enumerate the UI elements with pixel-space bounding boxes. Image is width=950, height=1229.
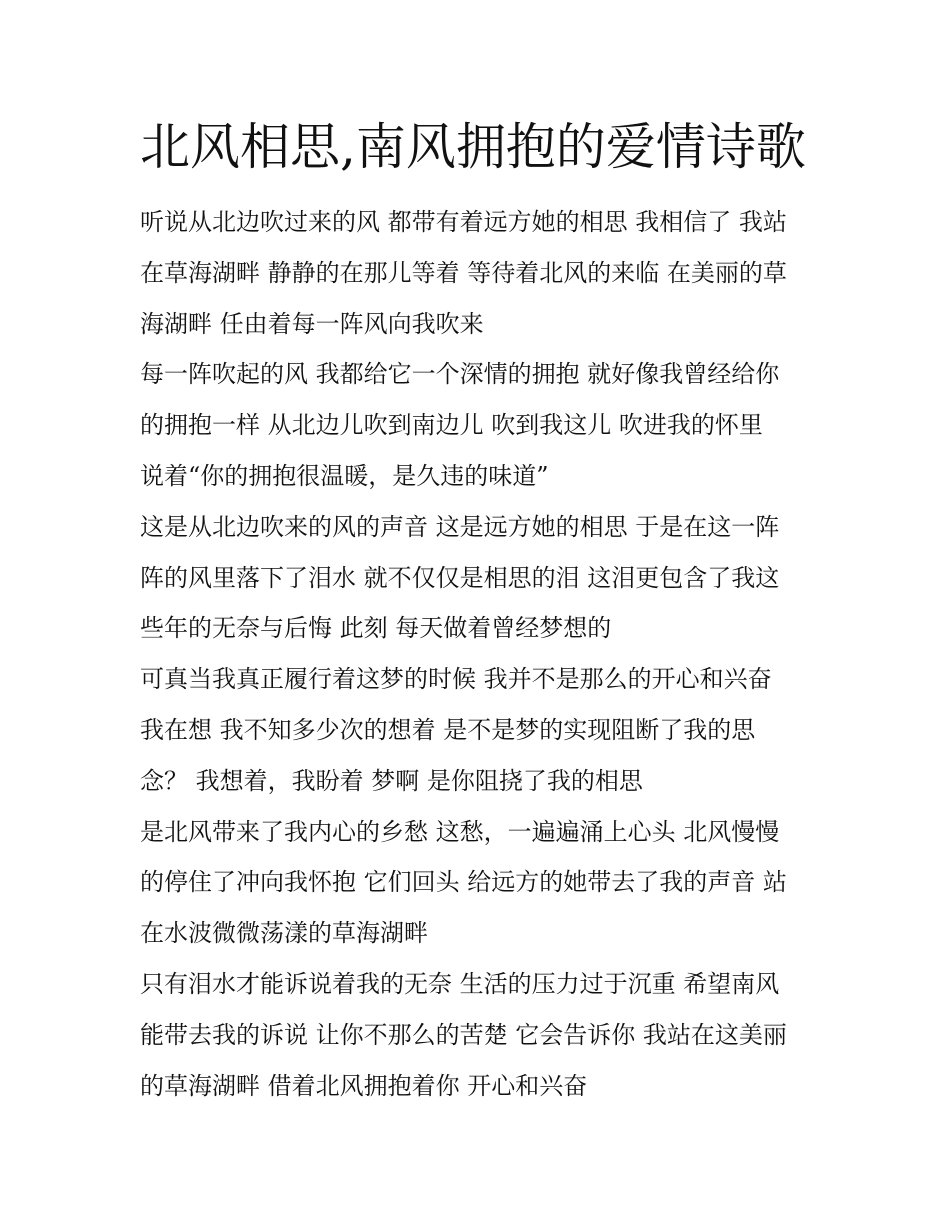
paragraph-line: 的停住了冲向我怀抱 它们回头 给远方的她带去了我的声音 站 [140, 868, 787, 897]
paragraph-line: 在草海湖畔 静静的在那儿等着 等待着北风的来临 在美丽的草 [140, 258, 787, 287]
paragraph-3 [140, 502, 810, 654]
paragraph-6 [140, 959, 810, 1111]
paragraph-line: 说着“你的拥抱很温暖，是久违的味道” [140, 461, 549, 490]
paragraph-line: 些年的无奈与后悔 此刻 每天做着曾经梦想的 [140, 614, 612, 643]
paragraph-line: 我在想 我不知多少次的想着 是不是梦的实现阻断了我的思 [140, 715, 756, 744]
document-title: 北风相思,南风拥抱的爱情诗歌 [140, 118, 806, 176]
paragraph-line: 的草海湖畔 借着北风拥抱着你 开心和兴奋 [140, 1071, 588, 1100]
paragraph-line: 在水波微微荡漾的草海湖畔 [140, 919, 428, 948]
paragraph-line: 阵的风里落下了泪水 就不仅仅是相思的泪 这泪更包含了我这 [140, 563, 780, 592]
paragraph-line: 听说从北边吹过来的风 都带有着远方她的相思 我相信了 我站 [140, 208, 787, 236]
paragraph-4 [140, 654, 810, 806]
paragraph-2 [140, 349, 810, 501]
paragraph-line: 可真当我真正履行着这梦的时候 我并不是那么的开心和兴奋 [140, 665, 772, 694]
paragraph-line: 这是从北边吹来的风的声音 这是远方她的相思 于是在这一阵 [140, 512, 780, 541]
document-body [140, 197, 810, 1111]
paragraph-line: 海湖畔 任由着每一阵风向我吹来 [140, 309, 484, 338]
paragraph-line: 能带去我的诉说 让你不那么的苦楚 它会告诉你 我站在这美丽 [140, 1020, 787, 1049]
paragraph-line: 念？ 我想着，我盼着 梦啊 是你阻挠了我的相思 [140, 766, 643, 795]
paragraph-line: 只有泪水才能诉说着我的无奈 生活的压力过于沉重 希望南风 [140, 969, 780, 998]
paragraph-5 [140, 807, 810, 959]
paragraph-line: 的拥抱一样 从北边儿吹到南边儿 吹到我这儿 吹进我的怀里 [140, 411, 763, 440]
paragraph-1 [140, 197, 810, 349]
paragraph-line: 是北风带来了我内心的乡愁 这愁，一遍遍涌上心头 北风慢慢 [140, 817, 780, 846]
paragraph-line: 每一阵吹起的风 我都给它一个深情的拥抱 就好像我曾经给你 [140, 360, 780, 389]
